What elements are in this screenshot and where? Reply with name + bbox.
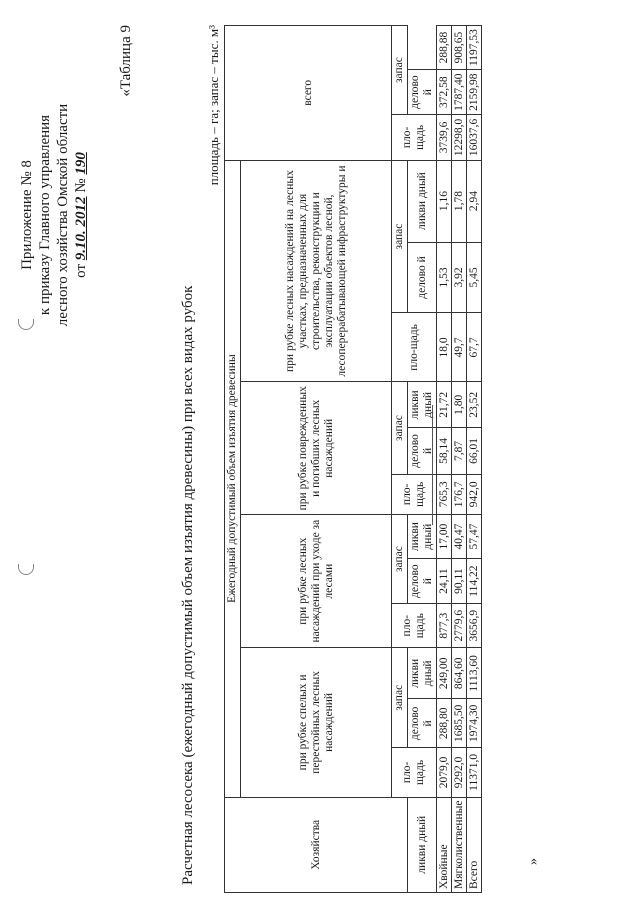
cell: 1113,60 (467, 648, 482, 699)
cell: 49,7 (452, 313, 467, 382)
cell: 877,3 (437, 604, 452, 648)
stock-header: запас (392, 160, 408, 313)
cell: 24,11 (437, 559, 452, 604)
date-line: от 9.10. 2012 № 190 (73, 152, 89, 278)
business-header: делово й (408, 428, 437, 474)
liquid-header: ликви дный (408, 515, 437, 559)
cell: 67,7 (467, 313, 482, 382)
cell: 2779,6 (452, 604, 467, 648)
stock-header: запас (392, 648, 408, 748)
table-number: «Таблица 9 (118, 25, 134, 97)
business-header: делово й (408, 242, 437, 313)
liquid-header: ликви дный (408, 160, 437, 242)
cell: 1,16 (437, 160, 452, 242)
col-group-header: Ежегодный допустимый объем изъятия древесины (225, 160, 241, 797)
col-total-header: всего (225, 26, 392, 161)
cell: 176,7 (452, 474, 467, 515)
row-label: Всего (467, 797, 482, 892)
cell: 17,00 (437, 515, 452, 559)
area-header: пло-щадь (392, 474, 437, 515)
cell: 21,72 (437, 382, 452, 428)
cell: 1,78 (452, 160, 467, 242)
col-care-header: при рубке лесных насаждений при уходе за лесами (241, 515, 392, 648)
cell: 288,88 (437, 26, 452, 70)
col-farm-header: Хозяйства (225, 797, 408, 892)
cell: 57,47 (467, 515, 482, 559)
separator-line (432, 405, 433, 525)
col-damaged-header: при рубке поврежденных и погибших лесных насаждений (241, 382, 392, 515)
cell: 908,65 (452, 26, 467, 70)
area-header: пло-щадь (392, 115, 437, 161)
cell: 1,80 (452, 382, 467, 428)
col-mature-header: при рубке спелых и перестойных лесных насаждений (241, 648, 392, 797)
appendix-line: Приложение № 8 (19, 160, 35, 270)
stock-header: запас (392, 26, 408, 115)
handwritten-date: 9.10. 2012 (73, 196, 89, 261)
table-row (452, 26, 467, 893)
business-header: делово й (408, 699, 437, 748)
cell: 16037,6 (467, 115, 482, 161)
row-label: Хвойные (437, 797, 452, 892)
table-row (467, 26, 482, 893)
cell: 90,11 (452, 559, 467, 604)
handwritten-number: 190 (73, 152, 89, 175)
cell: 3739,6 (437, 115, 452, 161)
area-header: пло-щадь (392, 604, 437, 648)
document-header (18, 25, 90, 405)
cell: 114,22 (467, 559, 482, 604)
cell: 11371,0 (467, 748, 482, 797)
cell: 58,14 (437, 428, 452, 474)
cell: 12298,0 (452, 115, 467, 161)
stock-header: запас (392, 515, 408, 604)
table-row (437, 26, 452, 893)
cell: 40,47 (452, 515, 467, 559)
cell: 372,58 (437, 70, 452, 115)
cell: 1787,40 (452, 70, 467, 115)
cell: 249,00 (437, 648, 452, 699)
cell: 1974,30 (467, 699, 482, 748)
cell: 7,87 (452, 428, 467, 474)
cell: 23,52 (467, 382, 482, 428)
cell: 1,53 (437, 242, 452, 313)
cell: 3,92 (452, 242, 467, 313)
liquid-header: ликви дный (408, 382, 437, 428)
area-header: пло-щадь (392, 313, 437, 382)
cell: 1685,50 (452, 699, 467, 748)
cell: 66,01 (467, 428, 482, 474)
cell: 765,3 (437, 474, 452, 515)
cell: 18,0 (437, 313, 452, 382)
cell: 2,94 (467, 160, 482, 242)
liquid-header: ликви дный (408, 797, 437, 892)
cell: 3656,9 (467, 604, 482, 648)
cell: 2159,98 (467, 70, 482, 115)
business-header: делово й (408, 70, 437, 115)
allowable-cut-table (224, 25, 482, 893)
cell: 1197,53 (467, 26, 482, 70)
col-infra-header: при рубке лесных насаждений на лесных участках, предназначенных для строительства, реконструкции и эксплуатации объектов лесной, лесоперерабатывающей инфраструктуры и (241, 160, 392, 382)
department-line: лесного хозяйства Омской области (55, 103, 71, 327)
punch-hole-mark (18, 564, 34, 575)
row-label: Мягколиственные (452, 797, 467, 892)
cell: 9292,0 (452, 748, 467, 797)
cell: 288,80 (437, 699, 452, 748)
cell: 942,0 (467, 474, 482, 515)
cell: 5,45 (467, 242, 482, 313)
liquid-header: ликви дный (408, 648, 437, 699)
units-note: площадь – га; запас – тыс. м³ (206, 25, 221, 186)
cell: 864,60 (452, 648, 467, 699)
cell: 2079,0 (437, 748, 452, 797)
closing-quote: » (526, 858, 541, 865)
business-header: делово й (408, 559, 437, 604)
stock-header: запас (392, 382, 408, 474)
order-line: к приказу Главного управления (37, 114, 53, 316)
area-header: пло-щадь (392, 748, 437, 797)
document-title: Расчетная лесосека (ежегодный допустимый объем изъятия древесины) при всех видах рубок (180, 285, 196, 885)
